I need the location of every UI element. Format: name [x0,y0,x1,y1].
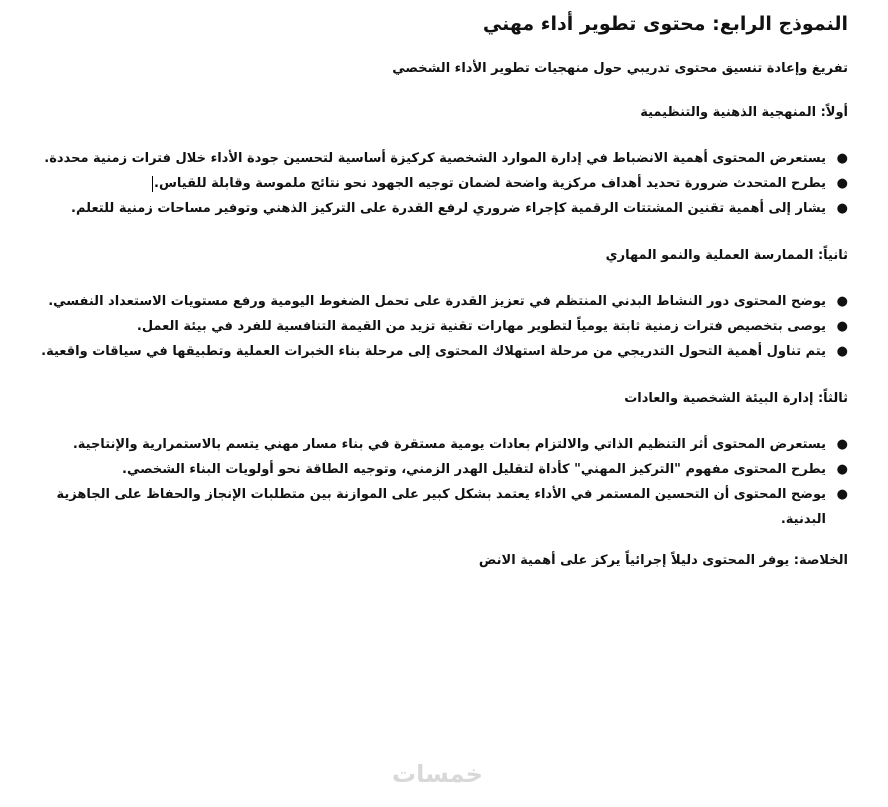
bullet-dot-icon: ● [836,151,848,166]
bullet-list-2 [40,289,848,364]
bullet-dot-icon: ● [836,487,848,502]
section-heading-3: ثالثاً: إدارة البيئة الشخصية والعادات [624,391,848,406]
bullet-dot-icon: ● [836,437,848,452]
list-item: ● يتم تناول أهمية التحول التدريجي من مرحلة استهلاك المحتوى إلى مرحلة بناء الخبرات العملية وتطبيقها في سياقات واقعية. [40,339,826,364]
text-cursor [152,176,153,192]
bullet-dot-icon: ● [836,344,848,359]
section-heading-2: ثانياً: الممارسة العملية والنمو المهاري [605,248,848,263]
bullet-list-3 [40,432,848,532]
list-item: ● يطرح المحتوى مفهوم "التركيز المهني" كأداة لتقليل الهدر الزمني، وتوجيه الطاقة نحو أولويات البناء الشخصي. [40,457,826,482]
bullet-dot-icon: ● [836,294,848,309]
list-item: ● يوضح المحتوى دور النشاط البدني المنتظم في تعزيز القدرة على تحمل الضغوط اليومية ورفع مستويات الاستعداد النفسي. [40,289,826,314]
list-item: ● يستعرض المحتوى أهمية الانضباط في إدارة الموارد الشخصية كركيزة أساسية لتحسين جودة الأداء خلال فترات زمنية محددة. [40,146,826,171]
bullet-dot-icon: ● [836,319,848,334]
bullet-dot-icon: ● [836,176,848,191]
watermark-logo: خمسات [392,760,483,788]
conclusion-text: الخلاصة: يوفر المحتوى دليلاً إجرائياً يركز على أهمية الانض [478,553,848,568]
list-item: ● يستعرض المحتوى أثر التنظيم الذاتي والالتزام بعادات يومية مستقرة في بناء مسار مهني يتسم بالاستمرارية والإنتاجية. [40,432,826,457]
page-title: النموذج الرابع: محتوى تطوير أداء مهني [482,13,848,35]
list-item: ● يوضح المحتوى أن التحسين المستمر في الأداء يعتمد بشكل كبير على الموازنة بين متطلبات الإنجاز والحفاظ على الجاهزية البدنية. [40,482,826,532]
bullet-dot-icon: ● [836,201,848,216]
bullet-list-1 [40,146,848,221]
list-item: ● يوصى بتخصيص فترات زمنية ثابتة يومياً لتطوير مهارات تقنية تزيد من القيمة التنافسية للفرد في بيئة العمل. [40,314,826,339]
bullet-dot-icon: ● [836,462,848,477]
list-item: ● يشار إلى أهمية تقنين المشتتات الرقمية كإجراء ضروري لرفع القدرة على التركيز الذهني وتوفير مساحات زمنية للتعلم. [40,196,826,221]
list-item: ● يطرح المتحدث ضرورة تحديد أهداف مركزية واضحة لضمان توجيه الجهود نحو نتائج ملموسة وقابلة للقياس. [40,171,826,196]
document-subtitle: تفريغ وإعادة تنسيق محتوى تدريبي حول منهجيات تطوير الأداء الشخصي [392,61,848,76]
document-body [40,0,848,570]
section-heading-1: أولاً: المنهجية الذهنية والتنظيمية [640,105,848,120]
